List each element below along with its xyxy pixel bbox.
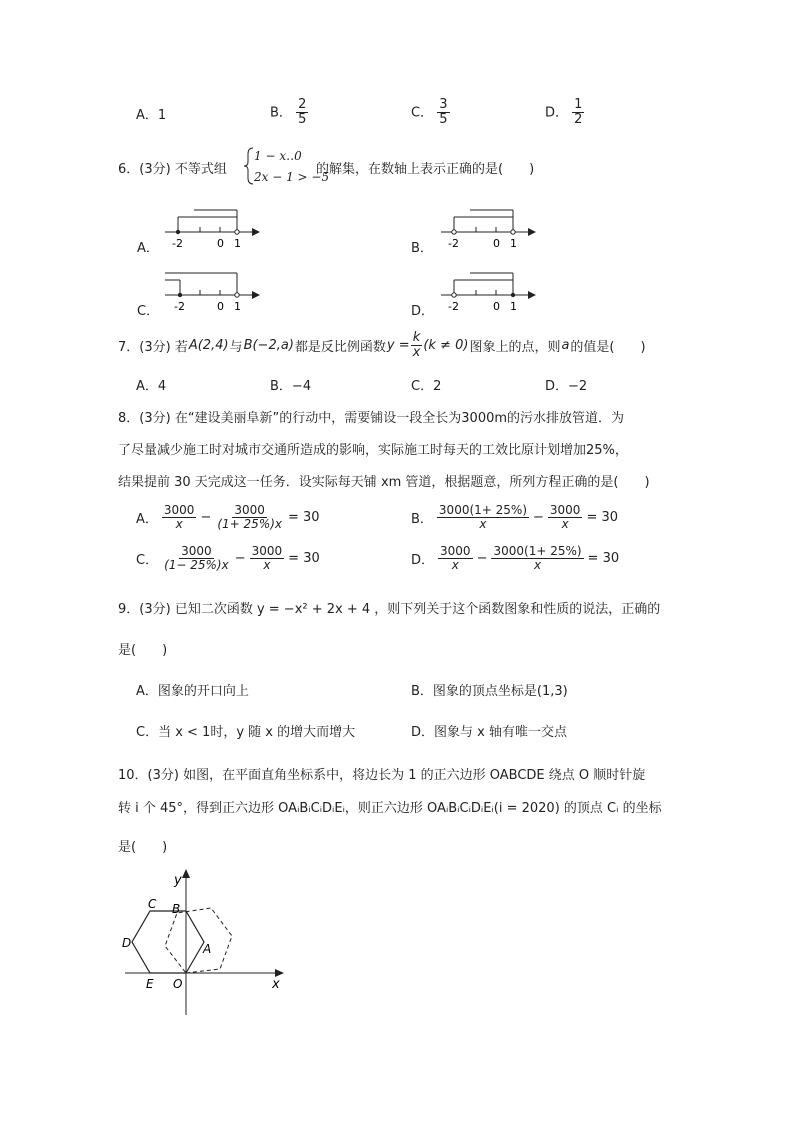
tick-label-0: 0 [493, 300, 500, 313]
q6-option-a-numberline [160, 205, 265, 250]
vertex-label-d: D [122, 936, 132, 950]
vertex-label-a: A [203, 942, 212, 956]
q7-option-b: B．−4 [270, 379, 312, 394]
tick-label-0: 0 [493, 237, 500, 250]
q6-option-b-numberline [436, 205, 541, 250]
vertex-label-e: E [146, 977, 154, 991]
q8-option-d: D． $\frac{3000}{x}$ − $\frac{3000(1+ 25\%)}{x}$ = 30 [411, 544, 620, 573]
q10-line-2: 转 i 个 45°，得到正六边形 OAᵢBᵢCᵢDᵢEᵢ，则正六边形 OAᵢBᵢCᵢDᵢEᵢ(i = 2020) 的顶点 Cᵢ 的坐标 [118, 801, 662, 816]
vertex-label-o: O [173, 977, 183, 991]
q5-option-c-fraction: $\frac{3}{5}$ [439, 97, 448, 128]
q8-line-1: 8．(3分) 在“建设美丽阜新”的行动中，需要铺设一段全长为3000m的污水排放管道．为 [118, 411, 625, 426]
q6-option-c-label: C． [137, 304, 160, 319]
q9-option-c: C．当 x < 1时，y 随 x 的增大而增大 [136, 725, 356, 740]
vertex-label-b: B [172, 902, 181, 916]
tick-label-0: 0 [217, 300, 224, 313]
q5-option-b-fraction: $\frac{2}{5}$ [298, 97, 307, 128]
x-axis-label: x [272, 977, 280, 992]
q10-line-1: 10．(3分) 如图，在平面直角坐标系中，将边长为 1 的正六边形 OABCDE 绕点 O 顺时针旋 [118, 768, 646, 783]
q6-stem-suffix: 的解集，在数轴上表示正确的是( ) [316, 162, 535, 177]
q6-stem: 6．(3分) 不等式组 [118, 162, 227, 177]
tick-label-1: 1 [234, 237, 241, 250]
tick-label-neg2: -2 [448, 300, 459, 313]
q5-option-a: A．1 [136, 108, 167, 123]
tick-label-neg2: -2 [448, 237, 459, 250]
rotated-hexagon [165, 908, 232, 973]
tick-label-0: 0 [217, 237, 224, 250]
q8-line-2: 了尽量减少施工时对城市交通所造成的影响，实际施工时每天的工效比原计划增加25%， [118, 443, 628, 458]
q5-option-c: C． $\frac{3}{5}$ [411, 97, 448, 128]
tick-label-1: 1 [510, 237, 517, 250]
q8-line-3: 结果提前 30 天完成这一任务．设实际每天铺 xm 管道，根据题意，所列方程正确的是( ) [118, 475, 650, 490]
q5-option-d-fraction: $\frac{1}{2}$ [574, 97, 583, 128]
y-axis-label: y [174, 873, 182, 888]
tick-label-neg2: -2 [174, 300, 185, 313]
tick-label-1: 1 [234, 300, 241, 313]
q6-option-d-numberline [436, 268, 541, 313]
q5-option-d: D． $\frac{1}{2}$ [545, 97, 583, 128]
tick-label-1: 1 [510, 300, 517, 313]
tick-label-neg2: -2 [172, 237, 183, 250]
q9-option-d: D．图象与 x 轴有唯一交点 [411, 725, 567, 740]
q6-inequality-1: 1 − x‥0 [254, 149, 302, 163]
q7-function-fraction: $\frac{k}{x}$ [412, 330, 421, 361]
q10-line-3: 是( ) [118, 840, 168, 855]
q8-option-a: A． $\frac{3000}{x}$ − $\frac{3000}{(1+ 25\%)x}$ = 30 [136, 503, 320, 532]
x-axis-arrow-icon [275, 969, 284, 977]
q7-option-d: D．−2 [545, 379, 588, 394]
q9-option-b: B．图象的顶点坐标是(1,3) [411, 684, 568, 699]
hexagon-oabcde [132, 911, 204, 973]
q7-option-c: C．2 [411, 379, 442, 394]
q8-option-c: C． $\frac{3000}{(1- 25\%)x}$ − $\frac{3000}{x}$ = 30 [136, 544, 320, 573]
q6-option-b-label: B． [411, 241, 433, 256]
q6-inequality-2: 2x − 1 > −5 [254, 170, 330, 184]
q6-option-c-numberline [160, 268, 265, 313]
q7-stem: 7．(3分) 若 A(2,4) 与 B(−2,a) 都是反比例函数 y = $\frac{k}{x}$ (k ≠ 0) 图象上的点，则 a 的值是( ) [118, 330, 646, 361]
q9-option-a: A．图象的开口向上 [136, 684, 249, 699]
q6-option-d-label: D． [411, 304, 435, 319]
y-axis-arrow-icon [182, 869, 190, 878]
q8-option-b: B． $\frac{3000(1+ 25\%)}{x}$ − $\frac{3000}{x}$ = 30 [411, 503, 619, 532]
q9-line-1: 9．(3分) 已知二次函数 y = −x² + 2x + 4 ，则下列关于这个函数图象和性质的说法，正确的 [118, 602, 661, 617]
q9-line-2: 是( ) [118, 643, 168, 658]
q6-option-a-label: A． [137, 241, 159, 256]
q10-hexagon-figure [110, 865, 300, 1025]
q5-option-b: B． $\frac{2}{5}$ [270, 97, 307, 128]
vertex-label-c: C [148, 897, 157, 911]
q7-option-a: A．4 [136, 379, 167, 394]
